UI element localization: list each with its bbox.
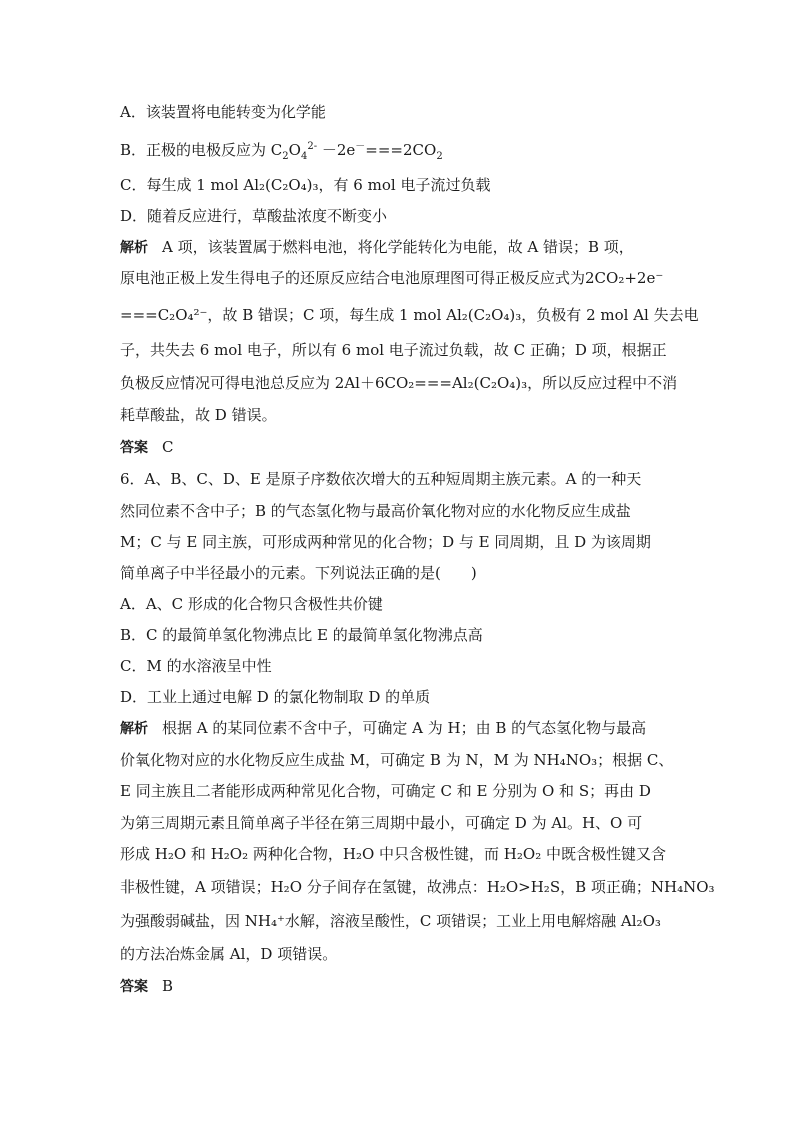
q6-stem-line-2: 然同位素不含中子；B 的气态氢化物与最高价氧化物对应的水化物反应生成盐 [120,502,631,520]
q5-analysis-label: 解析 [120,240,148,256]
q5-option-b-eq: －2e [317,141,356,159]
q5-option-c: C．每生成 1 mol Al₂(C₂O₄)₃，有 6 mol 电子流过负载 [120,176,491,194]
q6-analysis-line-7: 为强酸弱碱盐，因 NH₄⁺水解，溶液呈酸性，C 项错误；工业上用电解熔融 Al₂O₃ [120,912,661,930]
q5-analysis-line-2: 原电池正极上发生得电子的还原反应结合电池原理图可得正极反应式为2CO₂+2e⁻ [120,269,664,287]
q6-option-c: C．M 的水溶液呈中性 [120,657,272,675]
q6-analysis-line-5: 形成 H₂O 和 H₂O₂ 两种化合物，H₂O 中只含极性键，而 H₂O₂ 中既含极性键又含 [120,845,666,863]
q6-stem-line-1: 6．A、B、C、D、E 是原子序数依次增大的五种短周期主族元素。A 的一种天 [120,470,642,488]
q5-answer-label: 答案 [120,440,148,456]
q5-option-b-charge: 2- [307,141,318,152]
q5-analysis-line-1: 解析 A 项，该装置属于燃料电池，将化学能转化为电能，故 A 错误；B 项， [120,238,634,256]
q5-option-a: A．该装置将电能转变为化学能 [120,103,326,121]
q5-option-d: D．随着反应进行，草酸盐浓度不断变小 [120,207,388,225]
q5-option-b-pre: B．正极的电极反应为 C [120,141,283,159]
q6-analysis-label: 解析 [120,721,148,737]
q6-answer-value: B [162,977,174,995]
q5-analysis-line-6: 耗草酸盐，故 D 错误。 [120,406,277,424]
q6-answer-label: 答案 [120,979,148,995]
q5-analysis-line-3: ===C₂O₄²⁻，故 B 错误；C 项，每生成 1 mol Al₂(C₂O₄)₃，负极有 2 mol Al 失去电 [120,306,699,324]
q6-analysis-line-8: 的方法冶炼金属 Al，D 项错误。 [120,945,338,963]
q6-analysis-line-4: 为第三周期元素且简单离子半径在第三周期中最小，可确定 D 为 Al。H、O 可 [120,814,643,832]
q5-analysis-line-5: 负极反应情况可得电池总反应为 2Al＋6CO₂===Al₂(C₂O₄)₃，所以反应过程中不消 [120,374,678,392]
q5-answer-value: C [162,438,174,456]
q5-option-b-o: O [288,141,301,159]
q6-option-d: D．工业上通过电解 D 的氯化物制取 D 的单质 [120,688,431,706]
q5-option-b-electron: － [355,141,366,152]
q5-analysis-line-4: 子，共失去 6 mol 电子，所以有 6 mol 电子流过负载，故 C 正确；D 项，根据正 [120,341,667,359]
q6-stem-line-4: 简单离子中半径最小的元素。下列说法正确的是( ) [120,564,477,582]
q5-option-b-arrow: === [365,141,404,159]
q5-answer [120,437,680,457]
q6-option-a: A．A、C 形成的化合物只含极性共价键 [120,595,383,613]
q5-option-b-post: 2CO [403,141,437,159]
q6-analysis-line-6: 非极性键，A 项错误；H₂O 分子间存在氢键，故沸点：H₂O>H₂S，B 项正确；NH₄NO₃ [120,878,715,896]
q6-analysis-line-2: 价氧化物对应的水化物反应生成盐 M，可确定 B 为 N，M 为 NH₄NO₃；根据 C、 [120,751,674,769]
q6-answer [120,976,680,996]
q6-option-b: B．C 的最简单氢化物沸点比 E 的最简单氢化物沸点高 [120,626,483,644]
q6-analysis-line-3: E 同主族且二者能形成两种常见化合物，可确定 C 和 E 分别为 O 和 S；再由 D [120,782,651,800]
q6-stem-line-3: M；C 与 E 同主族，可形成两种常见的化合物；D 与 E 同周期，且 D 为该周期 [120,533,651,551]
q5-option-b-sub: 2 [436,151,443,162]
q5-option-b: B．正极的电极反应为 $C_2O_4^{2-} -2e^-===2CO_2$ [120,141,443,162]
q6-analysis-line-1: 解析 根据 A 的某同位素不含中子，可确定 A 为 H；由 B 的气态氢化物与最高 [120,719,647,737]
